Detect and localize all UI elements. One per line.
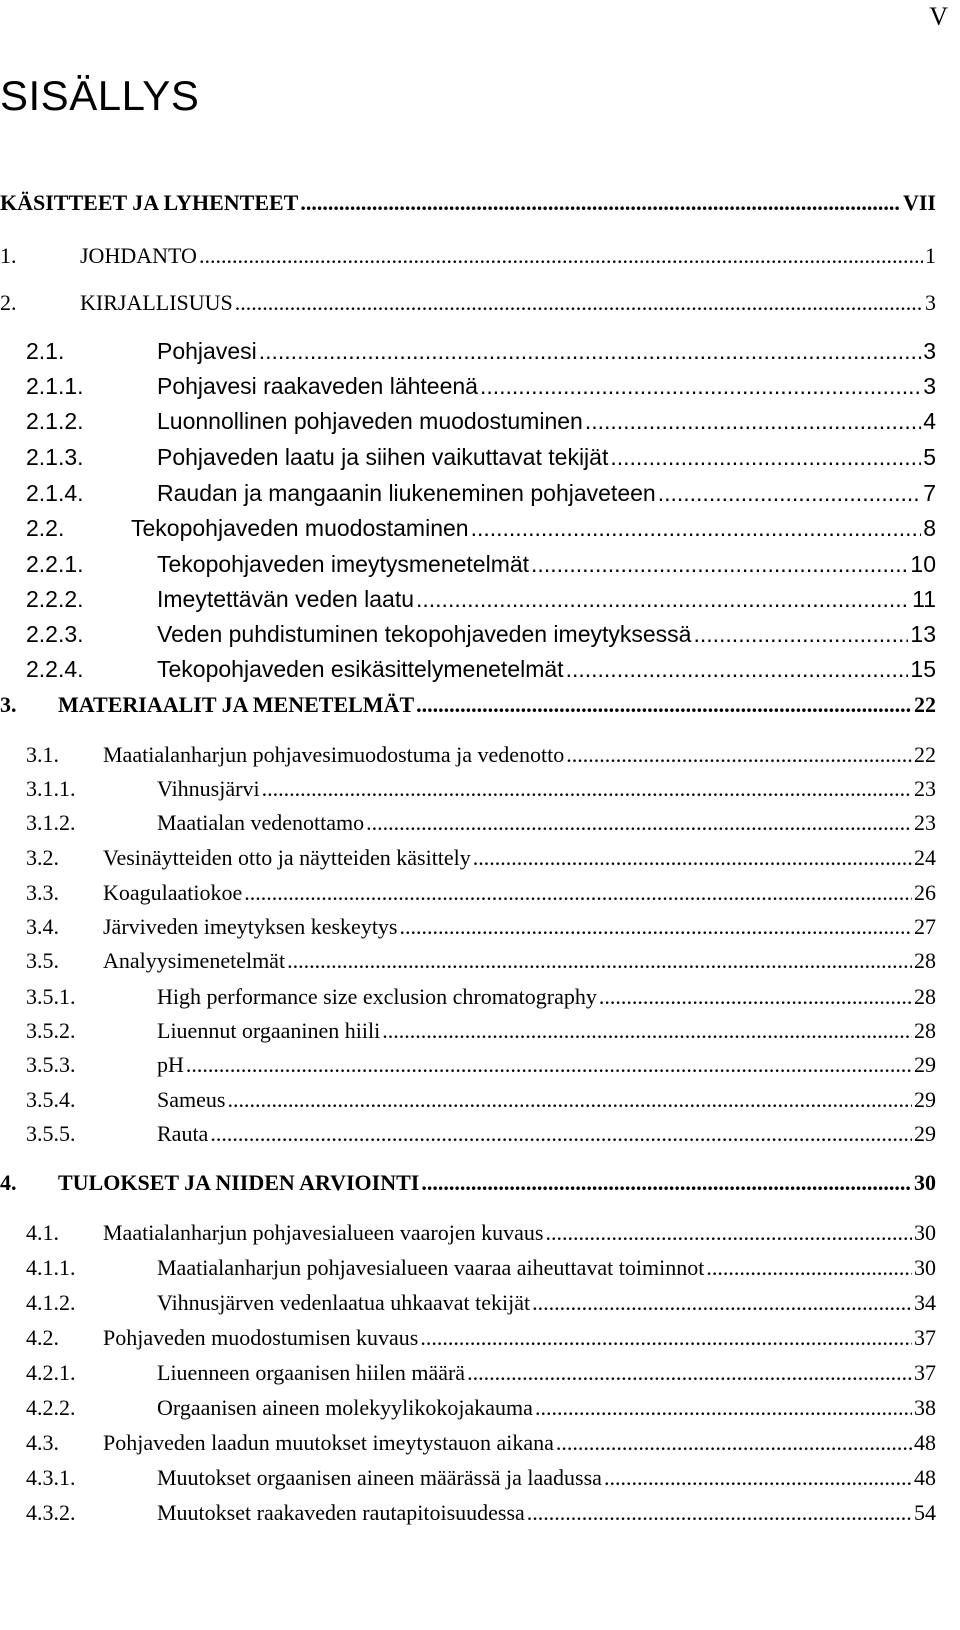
toc-entry-number: 4.2.2. [26, 1395, 76, 1420]
toc-entry-page: 30 [914, 1255, 936, 1280]
toc-entry-page: 24 [914, 845, 936, 870]
toc-entry[interactable] [0, 948, 936, 978]
toc-entry-label: Muutokset raakaveden rautapitoisuudessa [157, 1500, 525, 1525]
toc-entry[interactable] [0, 586, 936, 616]
toc-entry-label: Maatialan vedenottamo [157, 810, 365, 835]
toc-entry-number: 3.5.3. [26, 1052, 76, 1077]
toc-entry-page: 29 [914, 1121, 936, 1146]
dot-leader [556, 1430, 912, 1456]
toc-entry-page: 30 [914, 1170, 936, 1195]
dot-leader [585, 408, 921, 435]
toc-entry-number: 4. [0, 1170, 17, 1195]
toc-entry-label: Orgaanisen aineen molekyylikokojakauma [157, 1395, 533, 1420]
dot-leader [199, 243, 923, 269]
toc-entry-page: 29 [914, 1087, 936, 1112]
toc-entry[interactable] [0, 1170, 936, 1200]
toc-entry-page: 7 [923, 480, 936, 506]
toc-entry[interactable] [0, 1500, 936, 1530]
toc-entry-page: 54 [914, 1500, 936, 1525]
dot-leader [210, 1121, 912, 1147]
toc-entry-page: 3 [923, 338, 936, 364]
toc-entry-page: 29 [914, 1052, 936, 1077]
toc-entry-label: Muutokset orgaanisen aineen määrässä ja laadussa [157, 1465, 602, 1490]
toc-entry-label: Raudan ja mangaanin liukeneminen pohjaveteen [157, 480, 656, 506]
toc-entry-number: 3.1.2. [26, 810, 76, 835]
toc-entry[interactable] [0, 1220, 936, 1250]
toc-entry-page: 48 [914, 1430, 936, 1455]
dot-leader [471, 515, 922, 542]
toc-entry-page: 48 [914, 1465, 936, 1490]
toc-entry-page: 1 [925, 243, 936, 268]
toc-entry-label: Luonnollinen pohjaveden muodostuminen [157, 408, 583, 434]
toc-entry-label: Analyysimenetelmät [103, 948, 286, 973]
toc-entry[interactable] [0, 1290, 936, 1320]
toc-entry-page: 13 [910, 621, 936, 647]
dot-leader [227, 1087, 912, 1113]
dot-leader [244, 880, 912, 906]
page-title: SISÄLLYS [0, 72, 200, 119]
toc-entry-label: TULOKSET JA NIIDEN ARVIOINTI [58, 1170, 420, 1195]
dot-leader [366, 810, 912, 836]
toc-entry-number: 4.1. [26, 1220, 59, 1245]
toc-entry[interactable] [0, 338, 936, 368]
toc-entry[interactable] [0, 408, 936, 438]
toc-entry-page: 11 [912, 586, 936, 612]
dot-leader [531, 551, 908, 578]
dot-leader [535, 1395, 912, 1421]
toc-entry[interactable] [0, 1430, 936, 1460]
dot-leader [599, 984, 912, 1010]
toc-entry-number: 1. [0, 243, 17, 268]
toc-entry-label: Maatialanharjun pohjavesialueen vaaraa aiheuttavat toiminnot [157, 1255, 705, 1280]
toc-entry-label: Vihnusjärven vedenlaatua uhkaavat tekijät [157, 1290, 531, 1315]
toc-entry-label: Vesinäytteiden otto ja näytteiden käsittely [103, 845, 471, 870]
toc-entry[interactable] [0, 444, 936, 474]
toc-entry-number: 2.1. [26, 338, 65, 364]
dot-leader [400, 914, 913, 940]
dot-leader [259, 338, 921, 365]
toc-entry-number: 2.2.3. [26, 621, 84, 647]
toc-entry-label: Rauta [157, 1121, 209, 1146]
toc-entry[interactable] [0, 1052, 936, 1082]
toc-entry-number: 2. [0, 290, 17, 315]
toc-entry-label: Järviveden imeytyksen keskeytys [103, 914, 398, 939]
toc-entry-page: 22 [914, 742, 936, 767]
toc-entry[interactable] [0, 1121, 936, 1151]
toc-entry-page: 10 [910, 551, 936, 577]
toc-entry-label: pH [157, 1052, 184, 1077]
dot-leader [300, 190, 901, 216]
toc-entry-label: Pohjaveden laatu ja siihen vaikuttavat tekijät [157, 444, 609, 470]
toc-entry-label: Tekopohjaveden imeytysmenetelmät [157, 551, 530, 577]
toc-entry-label: Pohjaveden laadun muutokset imeytystauon aikana [103, 1430, 554, 1455]
toc-entry-label: Pohjaveden muodostumisen kuvaus [103, 1325, 419, 1350]
toc-entry-label: Vihnusjärvi [157, 776, 260, 801]
toc-entry[interactable] [0, 551, 936, 581]
toc-entry-page: 34 [914, 1290, 936, 1315]
toc-entry-label: MATERIAALIT JA MENETELMÄT [58, 692, 415, 717]
dot-leader [480, 373, 921, 400]
dot-leader [706, 1255, 912, 1281]
dot-leader [473, 845, 912, 871]
dot-leader [421, 1170, 912, 1196]
dot-leader [262, 776, 912, 802]
toc-entry-page: 8 [923, 515, 936, 541]
toc-entry-label: Pohjavesi raakaveden lähteenä [157, 373, 478, 399]
toc-entry-number: 3.2. [26, 845, 59, 870]
toc-entry-number: 3.5. [26, 948, 59, 973]
dot-leader [532, 1290, 912, 1316]
toc-entry[interactable] [0, 480, 936, 510]
toc-entry-label: Maatialanharjun pohjavesialueen vaarojen kuvaus [103, 1220, 544, 1245]
toc-entry[interactable] [0, 1465, 936, 1495]
toc-entry-label: Pohjavesi [157, 338, 257, 364]
toc-entry-number: 4.3.2. [26, 1500, 76, 1525]
toc-entry-number: 3.5.4. [26, 1087, 76, 1112]
toc-entry-number: 2.1.3. [26, 444, 84, 470]
toc-entry-label: KÄSITTEET JA LYHENTEET [0, 190, 299, 215]
dot-leader [604, 1465, 912, 1491]
toc-entry[interactable] [0, 1360, 936, 1390]
toc-entry[interactable] [0, 656, 936, 686]
dot-leader [416, 586, 910, 613]
toc-entry[interactable] [0, 1087, 936, 1117]
toc-entry-page: VII [902, 190, 936, 215]
toc-entry-label: JOHDANTO [80, 243, 197, 268]
toc-entry-page: 30 [914, 1220, 936, 1245]
toc-entry-number: 3.5.5. [26, 1121, 76, 1146]
toc-entry-page: 37 [914, 1325, 936, 1350]
toc-entry-page: 4 [923, 408, 936, 434]
toc-entry[interactable] [0, 1255, 936, 1285]
toc-entry-page: 28 [914, 1018, 936, 1043]
toc-entry-page: 22 [914, 692, 936, 717]
toc-entry-number: 2.1.2. [26, 408, 84, 434]
toc-entry-page: 27 [914, 914, 936, 939]
dot-leader [566, 656, 909, 683]
toc-entry[interactable] [0, 1325, 936, 1355]
toc-entry[interactable] [0, 776, 936, 806]
toc-entry-number: 2.2.1. [26, 551, 84, 577]
toc-entry[interactable] [0, 621, 936, 651]
dot-leader [467, 1360, 912, 1386]
dot-leader [658, 480, 922, 507]
toc-entry[interactable] [0, 243, 936, 273]
toc-entry-page: 26 [914, 880, 936, 905]
dot-leader [235, 290, 923, 316]
toc-entry[interactable] [0, 1395, 936, 1425]
toc-entry[interactable] [0, 845, 936, 875]
toc-entry-number: 2.1.4. [26, 480, 84, 506]
dot-leader [420, 1325, 912, 1351]
toc-entry-number: 4.3.1. [26, 1465, 76, 1490]
toc-entry[interactable] [0, 692, 936, 722]
toc-entry[interactable] [0, 1018, 936, 1048]
toc-entry-label: Imeytettävän veden laatu [157, 586, 414, 612]
toc-entry-number: 4.1.2. [26, 1290, 76, 1315]
dot-leader [186, 1052, 912, 1078]
toc-entry[interactable] [0, 373, 936, 403]
toc-entry-number: 3.1. [26, 742, 59, 767]
toc-entry-number: 4.3. [26, 1430, 59, 1455]
toc-entry-number: 3.5.1. [26, 984, 76, 1009]
toc-entry-page: 23 [914, 810, 936, 835]
toc-entry-label: Sameus [157, 1087, 226, 1112]
toc-entry-number: 3. [0, 692, 17, 717]
toc-entry-label: Liuenneen orgaanisen hiilen määrä [157, 1360, 466, 1385]
dot-leader [416, 692, 912, 718]
toc-entry-number: 2.2. [26, 515, 65, 541]
toc-entry-page: 15 [910, 656, 936, 682]
dot-leader [693, 621, 908, 648]
toc-entry[interactable] [0, 810, 936, 840]
dot-leader [527, 1500, 912, 1526]
toc-entry-page: 37 [914, 1360, 936, 1385]
dot-leader [545, 1220, 912, 1246]
toc-entry-number: 2.2.2. [26, 586, 84, 612]
toc-entry-page: 28 [914, 984, 936, 1009]
toc-entry-number: 4.2.1. [26, 1360, 76, 1385]
dot-leader [566, 742, 912, 768]
toc-entry[interactable] [0, 742, 936, 772]
toc-entry-page: 3 [923, 373, 936, 399]
toc-entry-label: Tekopohjaveden muodostaminen [131, 515, 469, 541]
toc-entry-label: Veden puhdistuminen tekopohjaveden imeytyksessä [157, 621, 692, 647]
dot-leader [287, 948, 912, 974]
toc-entry-number: 3.1.1. [26, 776, 76, 801]
toc-entry-page: 28 [914, 948, 936, 973]
toc-entry[interactable] [0, 190, 936, 220]
toc-entry-number: 2.1.1. [26, 373, 84, 399]
toc-entry-label: High performance size exclusion chromatography [157, 984, 597, 1009]
toc-entry-page: 23 [914, 776, 936, 801]
toc-entry-label: Tekopohjaveden esikäsittelymenetelmät [157, 656, 564, 682]
toc-entry-page: 38 [914, 1395, 936, 1420]
toc-entry-label: Koagulaatiokoe [103, 880, 243, 905]
page-number: V [929, 2, 948, 31]
toc-entry-number: 3.3. [26, 880, 59, 905]
toc-entry-page: 5 [923, 444, 936, 470]
toc-entry-page: 3 [925, 290, 936, 315]
toc-entry[interactable] [0, 984, 936, 1014]
toc-entry-number: 4.2. [26, 1325, 59, 1350]
dot-leader [610, 444, 921, 471]
toc-entry-label: KIRJALLISUUS [80, 290, 233, 315]
toc-entry-number: 2.2.4. [26, 656, 84, 682]
toc-entry[interactable] [0, 515, 936, 545]
toc-entry[interactable] [0, 880, 936, 910]
toc-entry[interactable] [0, 914, 936, 944]
toc-entry-label: Maatialanharjun pohjavesimuodostuma ja vedenotto [103, 742, 565, 767]
toc-entry-number: 4.1.1. [26, 1255, 76, 1280]
toc-entry-label: Liuennut orgaaninen hiili [157, 1018, 381, 1043]
dot-leader [382, 1018, 912, 1044]
toc-entry-number: 3.4. [26, 914, 59, 939]
toc-entry[interactable] [0, 290, 936, 320]
toc-entry-number: 3.5.2. [26, 1018, 76, 1043]
